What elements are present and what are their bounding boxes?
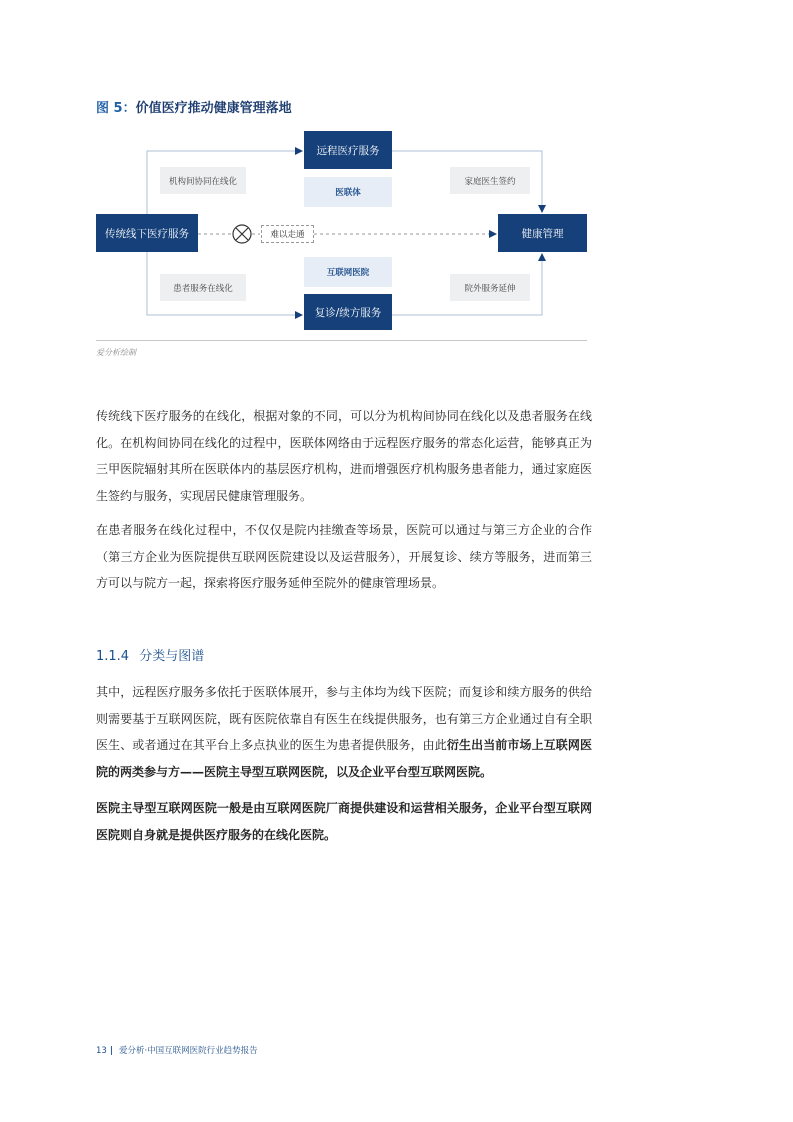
- flow-diagram: [0, 0, 793, 340]
- node-health-management: 健康管理: [498, 214, 587, 252]
- paragraph-3: [96, 679, 592, 785]
- figure-source: 爱分析绘制: [96, 348, 136, 357]
- section-title: 分类与图谱: [139, 649, 205, 664]
- node-revisit-service: 复诊/续方服务: [304, 294, 392, 330]
- source-divider: [96, 340, 587, 341]
- footer-text: 爱分析·中国互联网医院行业趋势报告: [118, 1046, 258, 1056]
- node-remote-service: 远程医疗服务: [304, 131, 392, 169]
- node-offline-service: 传统线下医疗服务: [96, 214, 198, 252]
- node-internet-hospital: 互联网医院: [304, 257, 392, 287]
- footer-separator: |: [109, 1046, 113, 1056]
- blocked-icon: [232, 224, 252, 244]
- node-outside-hospital: 院外服务延伸: [450, 274, 530, 301]
- paragraph-1: 传统线下医疗服务的在线化，根据对象的不同，可以分为机构间协同在线化以及患者服务在线化。在机构间协同在线化的过程中，医联体网络由于远程医疗服务的常态化运营，能够真正为三甲医院辐射其所在医联体内的基层医疗机构，进而增强医疗机构服务患者能力，通过家庭医生签约与服务，实现居民健康管理服务。: [96, 409, 592, 503]
- paragraph-3-bold: 衍生出当前市场上互联网医院的两类参与方——医院主导型互联网医院，以及企业平台型互联网医院。: [96, 738, 592, 779]
- section-number: 1.1.4: [96, 649, 130, 664]
- page-number: 13: [96, 1046, 107, 1056]
- figure-title-text: 价值医疗推动健康管理落地: [135, 101, 292, 116]
- node-yilianti: 医联体: [304, 177, 392, 207]
- node-patient-online: 患者服务在线化: [160, 274, 246, 301]
- page-footer: [96, 1044, 258, 1056]
- paragraph-4: 医院主导型互联网医院一般是由互联网医院厂商提供建设和运营相关服务，企业平台型互联网医院则自身就是提供医疗服务的在线化医院。: [96, 801, 592, 842]
- paragraph-2: 在患者服务在线化过程中，不仅仅是院内挂缴查等场景，医院可以通过与第三方企业的合作（第三方企业为医院提供互联网医院建设以及运营服务），开展复诊、续方等服务，进而第三方可以与院方一起，探索将医疗服务延伸至院外的健康管理场景。: [96, 523, 592, 590]
- node-family-doctor: 家庭医生签约: [450, 167, 530, 194]
- paragraph-3-normal: 其中，远程医疗服务多依托于医联体展开，参与主体均为线下医院；而复诊和续方服务的供给则需要基于互联网医院，既有医院依靠自有医生在线提供服务，也有第三方企业通过自有全职医生、或者通过在其平台上多点执业的医生为患者提供服务，由此: [96, 685, 592, 752]
- figure-number: 图 5：: [96, 101, 136, 116]
- node-hard-to-pass: 难以走通: [261, 225, 314, 243]
- section-heading: [96, 645, 204, 664]
- node-inst-collab: 机构间协同在线化: [160, 167, 246, 194]
